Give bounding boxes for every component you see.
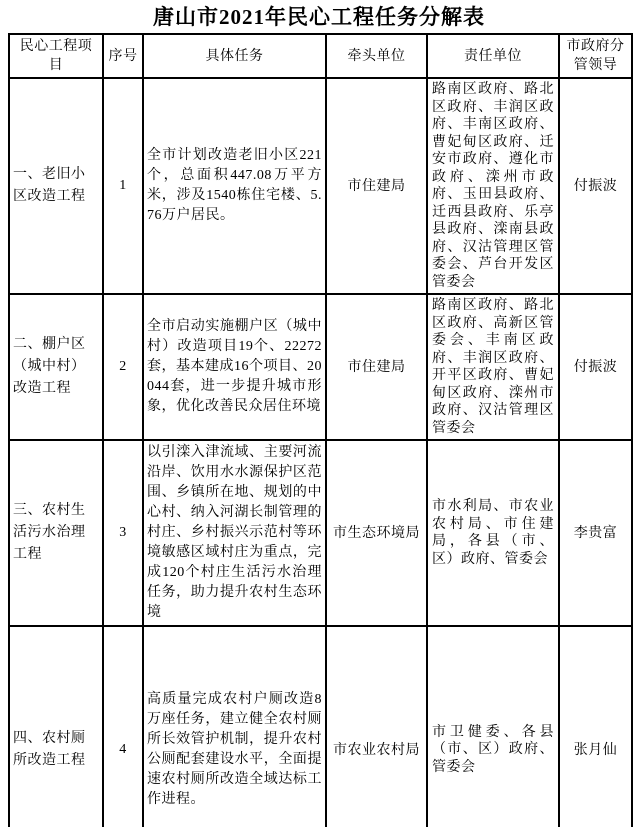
cell-serial-number: 3 <box>103 440 143 626</box>
cell-responsible-units: 路南区政府、路北区政府、丰润区政府、丰南区政府、曹妃甸区政府、迁安市政府、遵化市政府、滦州市政府、玉田县政府、迁西县政府、乐亭县政府、滦南县政府、汉沽管理区管委会、芦台开发区管委会 <box>427 78 559 294</box>
table-row-shantytown <box>9 294 632 440</box>
cell-leader-name: 付振波 <box>559 78 632 294</box>
cell-responsible-units: 路南区政府、路北区政府、高新区管委会、丰南区政府、丰润区政府、开平区政府、曹妃甸区政府、滦州市政府、汉沽管理区管委会 <box>427 294 559 440</box>
cell-task-description: 全市启动实施棚户区（城中村）改造项目19个、22272套，基本建成16个项目、20044套，进一步提升城市形象，优化改善民众居住环境 <box>143 294 326 440</box>
cell-task-description: 全市计划改造老旧小区221个，总面积447.08万平方米，涉及1540栋住宅楼、5.76万户居民。 <box>143 78 326 294</box>
cell-leader-name: 李贵富 <box>559 440 632 626</box>
cell-serial-number: 4 <box>103 626 143 827</box>
table-row-rural-toilet <box>9 626 632 827</box>
cell-lead-unit: 市生态环境局 <box>326 440 427 626</box>
header-project: 民心工程项目 <box>9 34 103 78</box>
cell-lead-unit: 市农业农村局 <box>326 626 427 827</box>
cell-project-name: 一、老旧小区改造工程 <box>9 78 103 294</box>
table-row-old-residential <box>9 78 632 294</box>
header-leader: 市政府分管领导 <box>559 34 632 78</box>
page-title: 唐山市2021年民心工程任务分解表 <box>153 5 485 29</box>
task-breakdown-table <box>8 33 633 827</box>
table-row-rural-sewage <box>9 440 632 626</box>
cell-lead-unit: 市住建局 <box>326 294 427 440</box>
cell-project-name: 四、农村厕所改造工程 <box>9 626 103 827</box>
header-task: 具体任务 <box>143 34 326 78</box>
cell-lead-unit: 市住建局 <box>326 78 427 294</box>
cell-serial-number: 1 <box>103 78 143 294</box>
cell-task-description: 以引滦入津流域、主要河流沿岸、饮用水水源保护区范围、乡镇所在地、规划的中心村、纳入河湖长制管理的村庄、乡村振兴示范村等环境敏感区域村庄为重点，完成120个村庄生活污水治理任务，助力提升农村生态环境 <box>143 440 326 626</box>
table-header-row <box>9 34 632 78</box>
header-lead-unit: 牵头单位 <box>326 34 427 78</box>
header-serial: 序号 <box>103 34 143 78</box>
cell-project-name: 三、农村生活污水治理工程 <box>9 440 103 626</box>
cell-leader-name: 付振波 <box>559 294 632 440</box>
header-responsible-unit: 责任单位 <box>427 34 559 78</box>
cell-task-description: 高质量完成农村户厕改造8万座任务，建立健全农村厕所长效管护机制，提升农村公厕配套建设水平，全面提速农村厕所改造全域达标工作进程。 <box>143 626 326 827</box>
cell-leader-name: 张月仙 <box>559 626 632 827</box>
cell-project-name: 二、棚户区（城中村）改造工程 <box>9 294 103 440</box>
cell-serial-number: 2 <box>103 294 143 440</box>
cell-responsible-units: 市卫健委、各县（市、区）政府、管委会 <box>427 626 559 827</box>
cell-responsible-units: 市水利局、市农业农村局、市住建局，各县（市、区）政府、管委会 <box>427 440 559 626</box>
